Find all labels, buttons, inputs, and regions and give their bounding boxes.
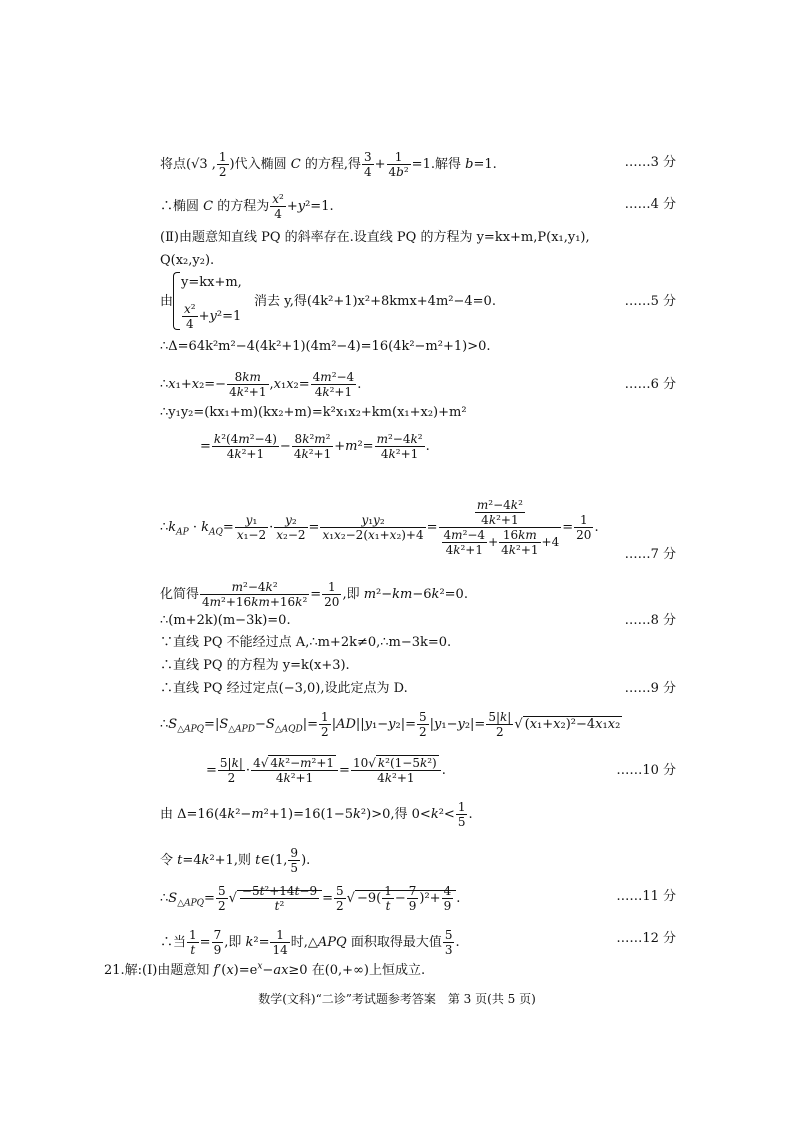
line-system-you: 由: [160, 294, 174, 309]
page-footer: 数学(文科)“二诊”考试题参考答案 第 3 页(共 5 页): [258, 992, 536, 1006]
line-pq-equation: ∴直线 PQ 的方程为 y=k(x+3).: [160, 658, 350, 673]
line-max-area: ∴当 $\frac{1}{t}$ = $\frac{7}{9}$ ,即 k²= $\frac{1}{14}$ 时,△APQ 面积取得最大值 $\frac{5}{3}$ .: [160, 928, 460, 957]
line-q21-start: 21.解:(Ⅰ)由题意知 $f'(x)=e^x-ax\ge 0$ 在(0,+∞)上恒成立.: [104, 961, 426, 978]
score-7: ……7 分: [624, 547, 676, 562]
score-6: ……6 分: [624, 377, 676, 392]
score-9: ……9 分: [624, 681, 676, 696]
line-y1y2: ∴y₁y₂=(kx₁+m)(kx₂+m)=k²x₁x₂+km(x₁+x₂)+m²: [160, 405, 467, 420]
line-slope-product: $\therefore k_{AP} \cdot k_{AQ}=$ $\frac{\text{y₁}}{\text{x₁−2}}$ · $\frac{\text{y₂}}{\text{x₂−2}}$ = $\frac{\text{y₁y₂}}{\text{x₁x₂−2(x₁+x₂)+4}}$ = $\frac{\text{m²−4k²}}{\text{4k²+1}}$ $\frac{\text{4m²−4}}{\text{4k²+1}}$ + $\frac{16km}{\text{4k²+1}}$ +4 = $\frac{1}{20}$ .: [160, 498, 599, 557]
line-substitute-point: 将点(√3 , $\frac{1}{2}$ )代入椭圆 C 的方程,得 $\frac{3}{4}$ + $\frac{1}{\text{4b²}}$ =1.解得 b=1.: [160, 150, 497, 179]
line-not-through-a: ∵直线 PQ 不能经过点 A,∴m+2k≠0,∴m−3k=0.: [160, 635, 452, 650]
score-11: ……11 分: [616, 889, 676, 904]
line-q-point: Q(x₂,y₂).: [160, 253, 215, 268]
line-k-range: 由 Δ=16(4k²−m²+1)=16(1−5k²)>0,得 0<k²< $\frac{1}{5}$ .: [160, 800, 473, 829]
score-12: ……12 分: [616, 931, 676, 946]
line-part2-setup: (Ⅱ)由题意知直线 PQ 的斜率存在.设直线 PQ 的方程为 y=kx+m,P(x₁,y₁),: [160, 230, 590, 245]
score-4: ……4 分: [624, 197, 676, 212]
system-eq1: y=kx+m,: [181, 275, 242, 290]
score-10: ……10 分: [616, 763, 676, 778]
line-y1y2-simplified: = $\frac{\text{k²(4m²−4)}}{\text{4k²+1}}$ − $\frac{\text{8k²m²}}{\text{4k²+1}}$ +m²= $\frac{\text{m²−4k²}}{\text{4k²+1}}$ .: [200, 432, 430, 461]
line-area-simplified: = $\frac{5|k|}{2}$ · $\frac{\text{4√ 4k²−m²+1}}{\text{4k²+1}}$ = $\frac{\text{10√ k²(1−5k²)}}{\text{4k²+1}}$ .: [206, 756, 446, 785]
system-brace: [173, 272, 180, 330]
line-simplify: 化简得 $\frac{\text{m²−4k²}}{\text{4m²+16km+16k²}}$ = $\frac{1}{20}$ ,即 m²−km−6k²=0.: [160, 580, 468, 609]
line-fixed-point: ∴直线 PQ 经过定点(−3,0),设此定点为 D.: [160, 681, 408, 696]
line-vieta: ∴x₁+x₂=− $\frac{8km}{\text{4k²+1}}$ ,x₁x₂= $\frac{\text{4m²−4}}{\text{4k²+1}}$ .: [160, 370, 362, 399]
score-5: ……5 分: [624, 294, 676, 309]
line-eliminate-y: 消去 y,得(4k²+1)x²+8kmx+4m²−4=0.: [254, 294, 496, 309]
line-area: $\therefore S_{\triangle APQ}=|S_{\triangle APD}-S_{\triangle AQD}|=$ $\frac{1}{2}$ |AD||y₁−y₂|= $\frac{5}{2}$ |y₁−y₂|= $\frac{5|k|}{2}$ √ (x₁+x₂)²−4x₁x₂: [160, 710, 621, 739]
system-eq2: $\frac{\text{x²}}{4}$ +y²=1: [184, 302, 242, 331]
line-ellipse-equation: ∴椭圆 C 的方程为 $\frac{\text{x²}}{4}$ +y²=1.: [160, 192, 334, 221]
line-substitute-t: 令 t=4k²+1,则 t∈(1, $\frac{9}{5}$ ).: [160, 846, 311, 875]
score-3: ……3 分: [624, 155, 676, 170]
line-area-in-t: $\therefore S_{\triangle APQ}=$ $\frac{5}{2}$ √ $\frac{\text{−5t²+14t−9}}{\text{t²}}$ = $\frac{5}{2}$ √ −9( $\frac{1}{t}$ − $\frac{7}{9}$ )²+ $\frac{4}{9}$ .: [160, 884, 461, 913]
line-factor: ∴(m+2k)(m−3k)=0.: [160, 613, 291, 628]
score-8: ……8 分: [624, 613, 676, 628]
line-delta: ∴Δ=64k²m²−4(4k²+1)(4m²−4)=16(4k²−m²+1)>0.: [160, 339, 491, 354]
